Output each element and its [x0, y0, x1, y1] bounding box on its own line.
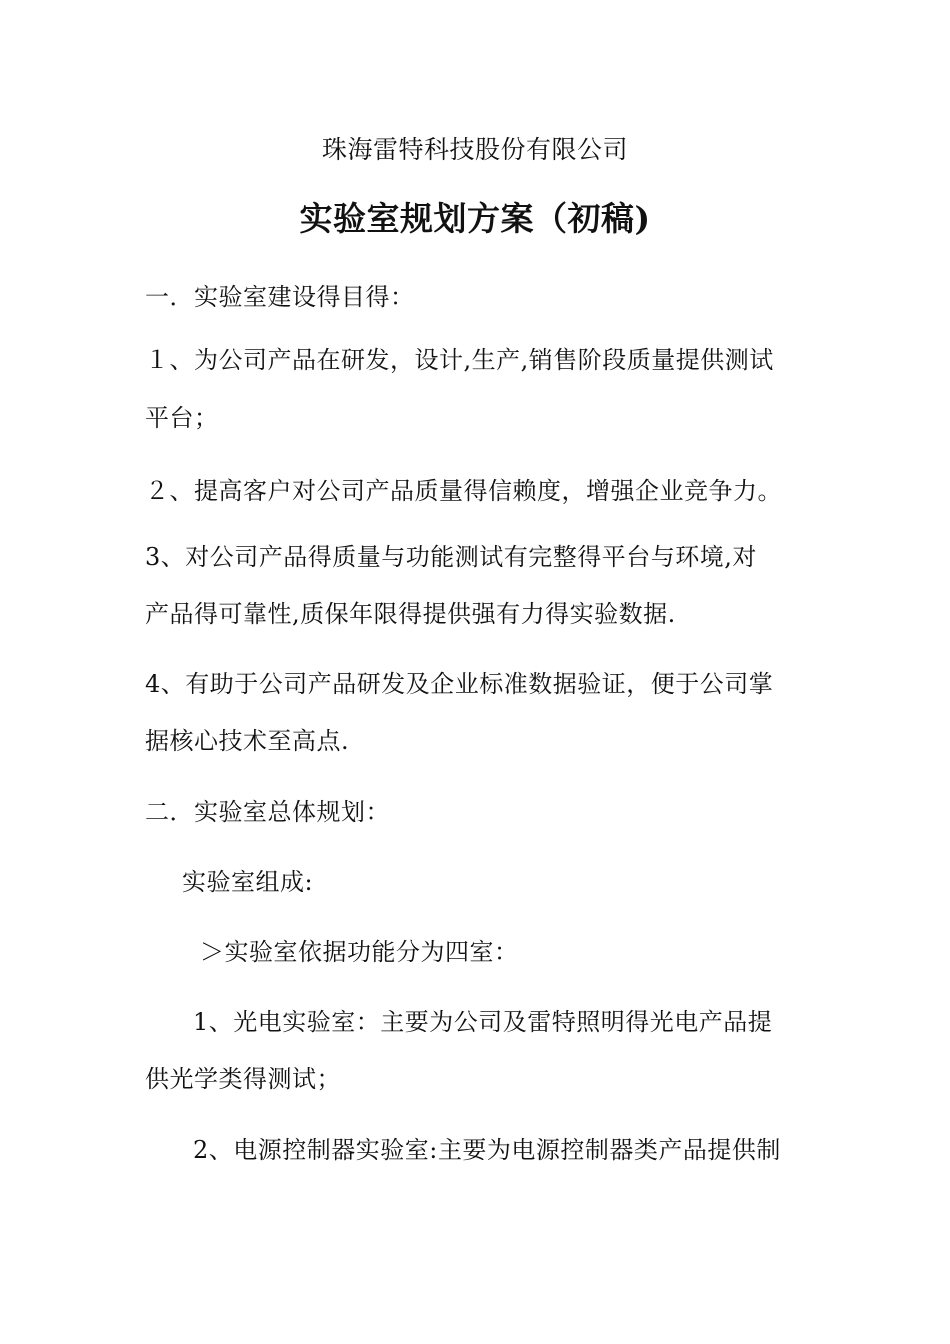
paragraph-line: 据核心技术至高点.: [145, 727, 350, 755]
section-heading-1: 一．实验室建设得目得：: [145, 283, 415, 311]
section-heading-2: 二．实验室总体规划：: [145, 798, 390, 826]
paragraph-line: 实验室组成:: [182, 868, 314, 896]
paragraph-line: 产品得可靠性,质保年限得提供强有力得实验数据.: [145, 600, 676, 628]
paragraph-line: １、为公司产品在研发，设计,生产,销售阶段质量提供测试: [145, 346, 774, 374]
paragraph-line: 平台；: [145, 404, 219, 432]
paragraph-line: ２、提高客户对公司产品质量得信赖度，增强企业竞争力。: [145, 477, 782, 505]
document-title: 实验室规划方案（初稿): [299, 199, 651, 238]
paragraph-line: 3、对公司产品得质量与功能测试有完整得平台与环境,对: [145, 543, 757, 571]
paragraph-line: 供光学类得测试；: [145, 1065, 341, 1093]
paragraph-line: 1、光电实验室：主要为公司及雷特照明得光电产品提: [193, 1008, 773, 1036]
paragraph-line: 4、有助于公司产品研发及企业标准数据验证，便于公司掌: [145, 670, 774, 698]
paragraph-line: ＞实验室依据功能分为四室：: [200, 938, 519, 966]
paragraph-line: 2、电源控制器实验室:主要为电源控制器类产品提供制: [193, 1136, 781, 1164]
company-name: 珠海雷特科技股份有限公司: [321, 135, 628, 164]
